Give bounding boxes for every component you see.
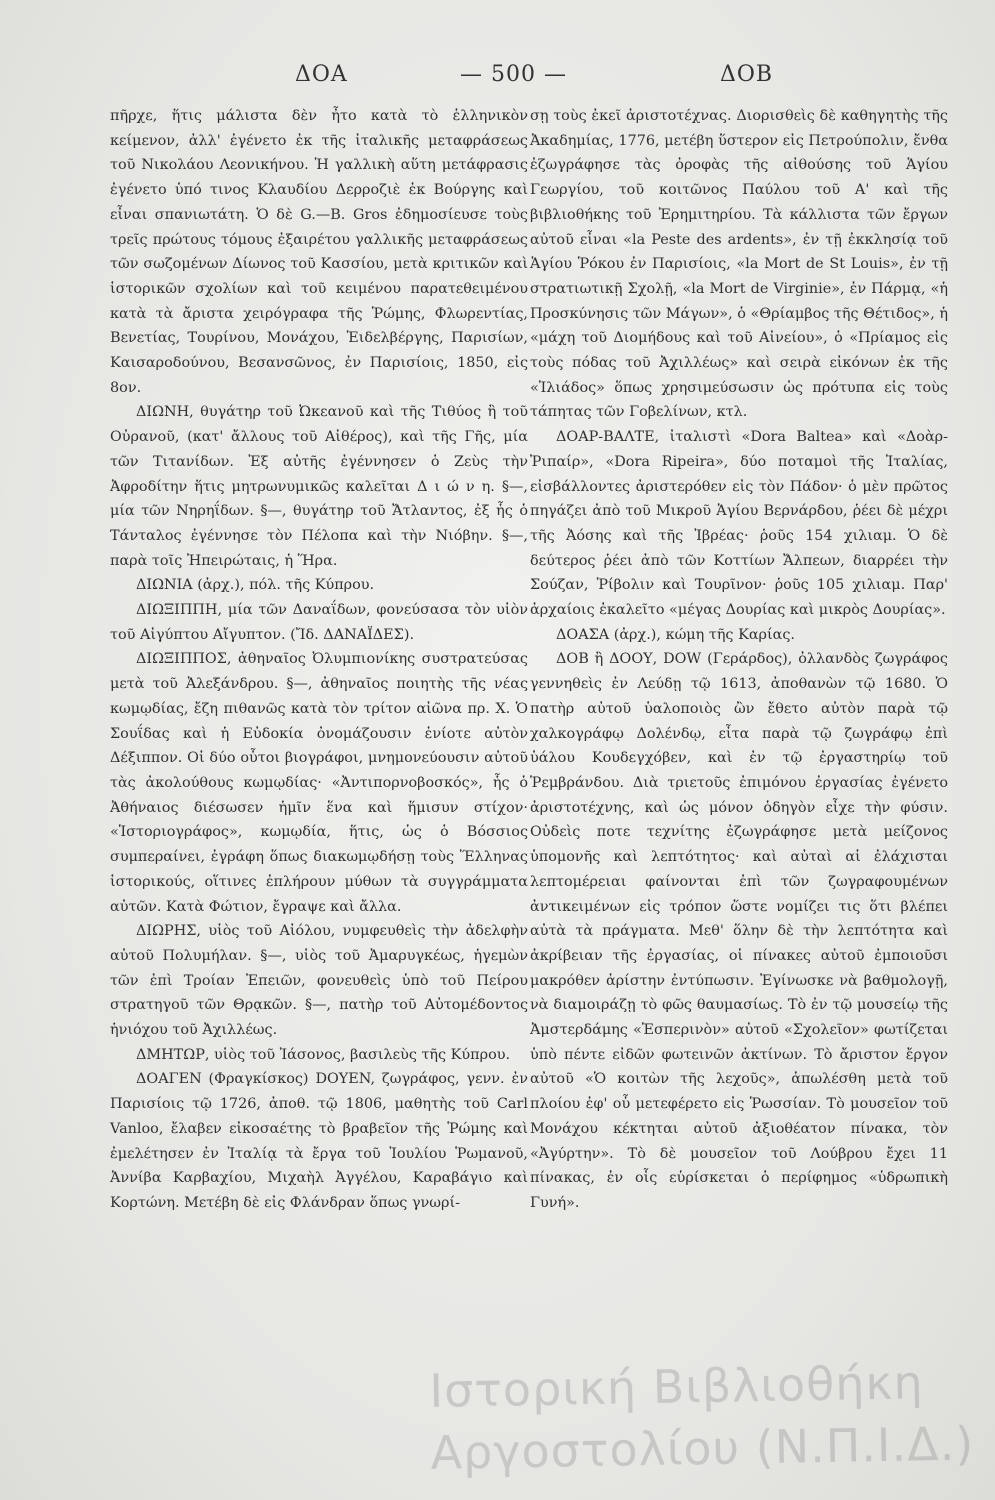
header-left-guideword: ΔΟΑ (295, 62, 348, 87)
entry-paragraph: ΔΟΒ ἢ ΔΟΟΥ, DOW (Γεράρδος), ὀλλανδὸς ζωγράφος γεννηθεὶς ἐν Λεύδῃ τῷ 1613, ἀποθανὼν τῷ 1680. Ὁ πατὴρ αὐτοῦ ὑαλοποιὸς ὢν ἔθετο αὐτὸν παρὰ τῷ χαλκογράφῳ Δολένδῳ, εἶτα παρὰ τῷ ζωγράφῳ ἐπὶ ὑάλου Κουδεγχόβεν, καὶ ἐν τῷ ἐργαστηρίῳ τοῦ Ῥεμβράνδου. Διὰ τριετοῦς ἐπιμόνου ἐργασίας ἐγένετο ἀριστοτέχνης, καὶ ὡς μόνον ὁδηγὸν εἶχε τὴν φύσιν. Οὐδεὶς ποτε τεχνίτης ἐζωγράφησε μετὰ μείζονος ὑπομονῆς καὶ λεπτότητος· καὶ αὐταὶ αἱ ἐλάχισται λεπτομέρειαι φαίνονται ἐπὶ τῶν ζωγραφουμένων ἀντικειμένων εἰς τρόπον ὥστε νομίζει τις ὅτι βλέπει αὐτὰ τὰ πράγματα. Μεθ' ὅλην δὲ τὴν λεπτότητα καὶ ἀκρίβειαν τῆς ἐργασίας, οἱ πίνακες αὐτοῦ ἐμποιοῦσι μακρόθεν ἀρίστην ἐντύπωσιν. Ἐγίνωσκε νὰ βαθμολογῇ, νὰ διαμοιράζῃ τὸ φῶς θαυμασίως. Τὸ ἐν τῷ μουσείῳ τῆς Ἀμστερδάμης «Ἑσπερινὸν» αὐτοῦ «Σχολεῖον» φωτίζεται ὑπὸ πέντε εἰδῶν φωτεινῶν ἀκτίνων. Τὸ ἄριστον ἔργον αὐτοῦ «Ὁ κοιτὼν τῆς λεχοῦς», ἀπωλέσθη μετὰ τοῦ πλοίου ἐφ' οὗ μετεφέρετο εἰς Ῥωσσίαν. Τὸ μουσεῖον τοῦ Μονάχου κέκτηται αὐτοῦ ἀξιοθέατον πίνακα, τὸν «Ἀγύρτην». Τὸ δὲ μουσεῖον τοῦ Λούβρου ἔχει 11 πίνακας, ἐν οἷς εὑρίσκεται ὁ περίφημος «ὑδρωπικὴ Γυνή». (530, 651, 948, 1211)
header-right-guideword: ΔΟΒ (720, 62, 774, 87)
entry-paragraph: πῆρχε, ἥτις μάλιστα δὲν ἦτο κατὰ τὸ ἑλληνικὸν κείμενον, ἀλλ' ἐγένετο ἐκ τῆς ἰταλικῆς μεταφράσεως τοῦ Νικολάου Λεονικήνου. Ἡ γαλλικὴ αὕτη μετάφρασις ἐγένετο ὑπό τινος Κλαυδίου Δερροζιὲ ἐκ Βούργης καὶ εἶναι σπανιωτάτη. Ὁ δὲ G.—B. Gros ἐδημοσίευσε τοὺς τρεῖς πρώτους τόμους ἐξαιρέτου γαλλικῆς μεταφράσεως τῶν σωζομένων Δίωνος τοῦ Κασσίου, μετὰ κριτικῶν καὶ ἱστορικῶν σχολίων καὶ τοῦ κειμένου παρατεθειμένου κατὰ τὰ ἄριστα χειρόγραφα τῆς Ῥώμης, Φλωρεντίας, Βενετίας, Τουρίνου, Μονάχου, Ἑιδελβέργης, Παρισίων, Καισαροδούνου, Βεσανσῶνος, ἐν Παρισίοις, 1850, εἰς 8ον. (110, 108, 528, 396)
page-header (100, 62, 930, 96)
entry-paragraph: σῃ τοὺς ἐκεῖ ἀριστοτέχνας. Διορισθεὶς δὲ καθηγητὴς τῆς Ἀκαδημίας, 1776, μετέβη ὕστερον εἰς Πετρούπολιν, ἔνθα ἐζωγράφησε τὰς ὀροφὰς τῆς αἰθούσης τοῦ Ἁγίου Γεωργίου, τοῦ κοιτῶνος Παύλου τοῦ Α' καὶ τῆς βιβλιοθήκης τοῦ Ἐρημιτηρίου. Τὰ κάλλιστα τῶν ἔργων αὐτοῦ εἶναι «la Peste des ardents», ἐν τῇ ἐκκλησίᾳ τοῦ Ἁγίου Ῥόκου ἐν Παρισίοις, «la Mort de St Louis», ἐν τῇ στρατιωτικῇ Σχολῇ, «la Mort de Virginie», ἐν Πάρμᾳ, «ἡ Προσκύνησις τῶν Μάγων», ὁ «Θρίαμβος τῆς Θέτιδος», ἡ «μάχη τοῦ Διομήδους καὶ τοῦ Αἰνείου», ὁ «Πρίαμος εἰς τοὺς πόδας τοῦ Ἀχιλλέως» καὶ σειρὰ εἰκόνων ἐκ τῆς «Ἰλιάδος» ὅπως χρησιμεύσωσιν ὡς πρότυπα εἰς τοὺς τάπητας τῶν Γοβελίνων, κτλ. (530, 108, 948, 421)
entry-paragraph: ΔΟΑΣΑ (ἀρχ.), κώμη τῆς Καρίας. (556, 626, 795, 643)
entry-paragraph: ΔΙΩΞΙΠΠΟΣ, ἀθηναῖος Ὀλυμπιονίκης συστρατεύσας μετὰ τοῦ Ἀλεξάνδρου. §—, ἀθηναῖος ποιητὴς τῆς νέας κωμῳδίας, ἔζη πιθανῶς κατὰ τὸν τρίτον αἰῶνα πρ. Χ. Ὁ Σουΐδας καὶ ἡ Εὐδοκία ὀνομάζουσιν ἐνίοτε αὐτὸν Δέξιππον. Οἱ δύο οὗτοι βιογράφοι, μνημονεύουσιν αὐτοῦ τὰς ἀκολούθους κωμῳδίας· «Ἀντιπορνοβοσκός», ἧς ὁ Ἀθήναιος διέσωσεν ἡμῖν ἕνα καὶ ἥμισυν στίχον· «Ἱστοριογράφος», κωμῳδία, ἥτις, ὡς ὁ Βόσσιος συμπεραίνει, ἐγράφη ὅπως διακωμῳδήσῃ τοὺς Ἕλληνας ἱστορικούς, οἵτινες ἐπλήρουν μύθων τὰ συγγράμματα αὐτῶν. Κατὰ Φώτιον, ἔγραψε καὶ ἄλλα. (110, 651, 528, 915)
entry-paragraph: ΔΜΗΤΩΡ, υἱὸς τοῦ Ἰάσονος, βασιλεὺς τῆς Κύπρου. (136, 1046, 511, 1063)
library-watermark (429, 1350, 991, 1484)
entry-paragraph: ΔΟΑΓΕΝ (Φραγκίσκος) DOYEN, ζωγράφος, γενν. ἐν Παρισίοις τῷ 1726, ἀποθ. τῷ 1806, μαθητὴς τοῦ Carl Vanloo, ἔλαβεν εἰκοσαέτης τὸ βραβεῖον τῆς Ῥώμης καὶ ἐμελέτησεν ἐν Ἰταλίᾳ τὰ ἔργα τοῦ Ἰουλίου Ῥωμανοῦ, Ἀννίβα Καρβαχίου, Μιχαὴλ Ἀγγέλου, Καραβάγιο καὶ Κορτώνη. Μετέβη δὲ εἰς Φλάνδραν ὅπως γνωρί- (110, 1071, 528, 1211)
entry-paragraph: ΔΙΩΞΙΠΠΗ, μία τῶν Δαναΐδων, φονεύσασα τὸν υἱὸν τοῦ Αἰγύπτου Αἴγυπτον. (Ἴδ. ΔΑΝΑΪΔΕΣ). (110, 602, 528, 643)
watermark-line: Αργοστολίου (Ν.Π.Ι.Δ.) (430, 1416, 975, 1480)
entry-paragraph: ΔΙΩΝΗ, θυγάτηρ τοῦ Ὠκεανοῦ καὶ τῆς Τιθύος ἢ τοῦ Οὐρανοῦ, (κατ' ἄλλους τοῦ Αἰθέρος), καὶ τῆς Γῆς, μία τῶν Τιτανίδων. Ἐξ αὐτῆς ἐγέννησεν ὁ Ζεὺς τὴν Ἀφροδίτην ἥτις μητρωνυμικῶς καλεῖται Δ ι ώ ν η. §—, μία τῶν Νηρηΐδων. §—, θυγάτηρ τοῦ Ἄτλαντος, ἐξ ἧς ὁ Τάνταλος ἐγέννησε τὸν Πέλοπα καὶ τὴν Νιόβην. §—, παρὰ τοῖς Ἠπειρώταις, ἡ Ἥρα. (110, 404, 528, 569)
watermark-line: Ιστορική Βιβλιοθήκη (429, 1355, 925, 1418)
entry-paragraph: ΔΙΩΝΙΑ (ἀρχ.), πόλ. τῆς Κύπρου. (136, 577, 375, 594)
entry-paragraph: ΔΟΑΡ-ΒΑΛΤΕ, ἰταλιστὶ «Dora Baltea» καὶ «Δοὰρ-Ῥιπαίρ», «Dora Ripeira», δύο ποταμοὶ τῆς Ἰταλίας, εἰσβάλλοντες ἀριστερόθεν εἰς τὸν Πάδον· ὁ μὲν πρῶτος πηγάζει ἀπὸ τοῦ Μικροῦ Ἁγίου Βερνάρδου, ῥέει δὲ μέχρι τῆς Ἀόσης καὶ τῆς Ἰβρέας· ῥοῦς 154 χιλιαμ. Ὁ δὲ δεύτερος ῥέει ἀπὸ τῶν Κοττίων Ἄλπεων, διαρρέει τὴν Σούζαν, Ῥίβολιν καὶ Τουρῖνον· ῥοῦς 105 χιλιαμ. Παρ' ἀρχαίοις ἐκαλεῖτο «μέγας Δουρίας καὶ μικρὸς Δουρίας». (530, 429, 948, 619)
page-number: — 500 — (460, 62, 567, 87)
right-column (530, 104, 948, 1216)
left-column (110, 104, 528, 1216)
entry-paragraph: ΔΙΩΡΗΣ, υἱὸς τοῦ Αἰόλου, νυμφευθεὶς τὴν ἀδελφὴν αὐτοῦ Πολυμήλαν. §—, υἱὸς τοῦ Ἀμαρυγκέως, ἡγεμὼν τῶν ἐπὶ Τροίαν Ἐπειῶν, φονευθεὶς ὑπὸ τοῦ Πείρου στρατηγοῦ τῶν Θρᾳκῶν. §—, πατὴρ τοῦ Αὐτομέδοντος ἡνιόχου τοῦ Ἀχιλλέως. (110, 923, 528, 1039)
